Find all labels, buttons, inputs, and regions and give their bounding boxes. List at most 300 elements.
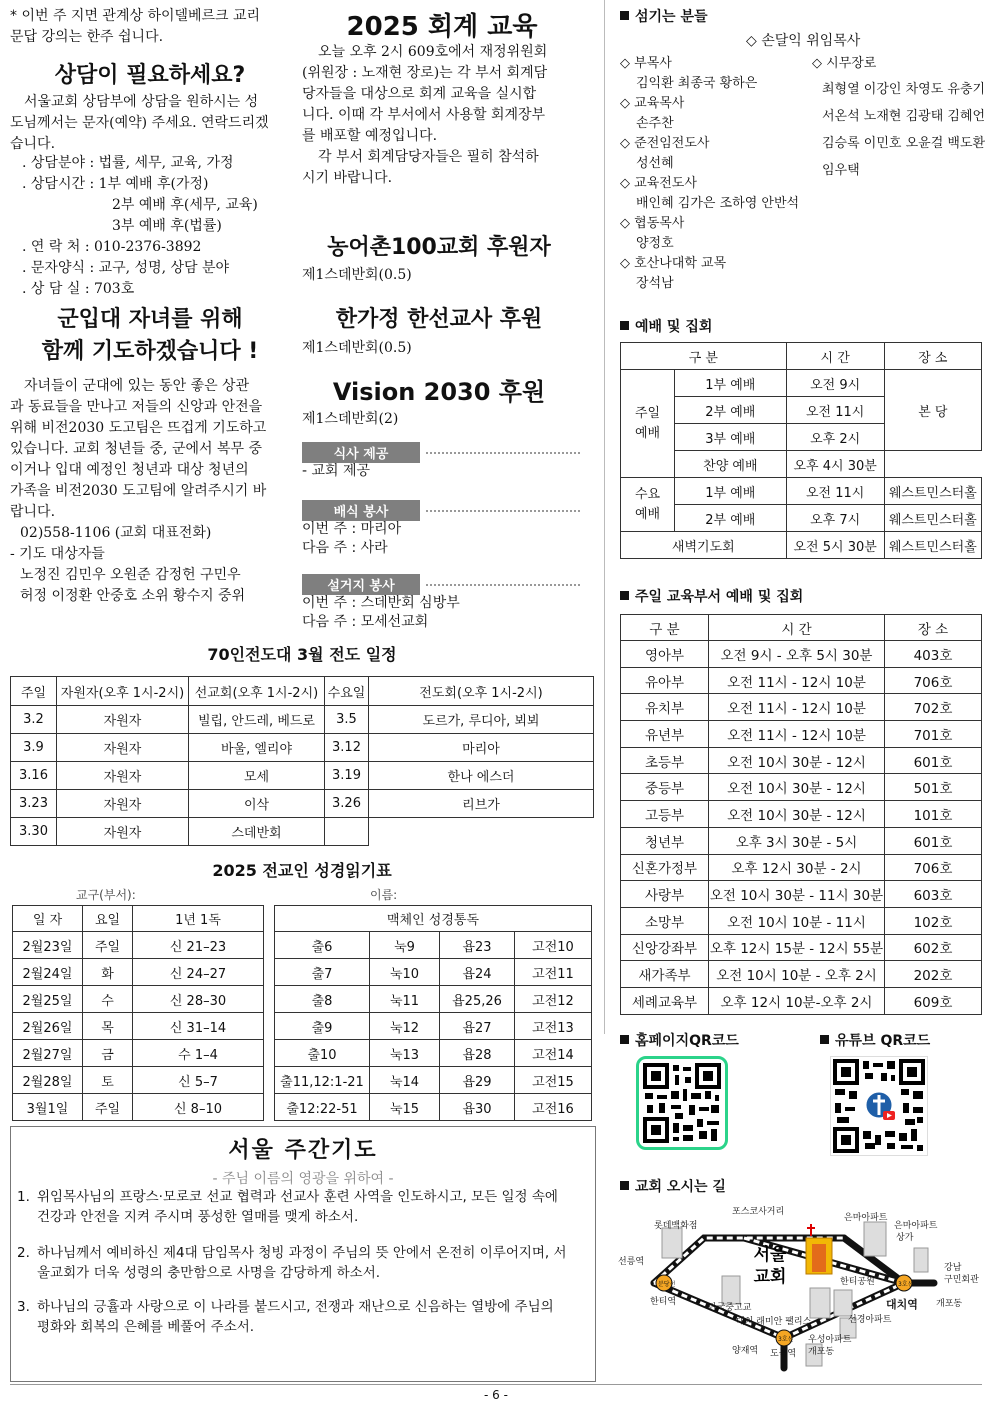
table-header: 구 분 <box>621 615 709 641</box>
table-cell: 유아부 <box>621 667 709 694</box>
page-number: - 6 - <box>484 1388 508 1402</box>
table-cell: 고전12 <box>515 986 592 1013</box>
table-cell: 오전 11시 - 12시 10분 <box>709 694 885 721</box>
table-cell: 고전14 <box>515 1040 592 1067</box>
table-header: 구 분 <box>621 343 787 370</box>
military-body-line: 과 동료들을 만나고 저들의 신앙과 안전을 <box>10 399 263 415</box>
prayer-line: 위임목사님의 프랑스·모로코 선교 협력과 선교사 훈련 사역을 인도하시고, 모든 일정 속에 <box>37 1189 558 1205</box>
table-cell: 오전 10시 30분 - 12시 <box>709 774 885 801</box>
dishes-box <box>302 574 580 632</box>
table-cell: 출12:22-51 <box>275 1094 370 1121</box>
table-cell: 주일 <box>83 932 133 959</box>
table-cell: 403호 <box>885 641 982 668</box>
label-line: 예배 <box>634 425 661 441</box>
table-cell: 오전 10시 10분 - 11시 <box>709 907 885 934</box>
table-row <box>13 959 264 986</box>
qr-code-icon <box>639 1059 725 1147</box>
counsel-intro-line: 습니다. <box>10 136 56 152</box>
education-title: 주일 교육부서 예배 및 집회 <box>635 589 804 605</box>
table-cell: 초등부 <box>621 747 709 774</box>
church-map[interactable] <box>614 1198 984 1388</box>
serving-box <box>302 500 580 558</box>
sunday-label <box>621 370 675 478</box>
table-cell: 신 5–7 <box>133 1067 264 1094</box>
table-cell: 출11,12:1-21 <box>275 1067 370 1094</box>
map-label: 개포동 <box>808 1347 835 1357</box>
table-cell: 오전 11시 - 12시 10분 <box>709 721 885 748</box>
counsel-intro <box>10 92 302 155</box>
staff-right <box>812 54 988 184</box>
accounting-line: 니다. 이때 각 부서에서 사용할 회계장부 <box>302 107 546 123</box>
table-row <box>621 721 982 748</box>
map-label: 우성아파트 <box>808 1335 852 1345</box>
table-row <box>621 774 982 801</box>
prayer-line: 하나님께서 예비하신 제4대 담임목사 청빙 과정이 주님의 뜻 안에서 온전히 이루어지며, 서 <box>37 1245 567 1261</box>
square-icon <box>620 1035 629 1044</box>
table-cell: 욥27 <box>440 1013 515 1040</box>
prayer-subtitle: - 주님 이름의 영광을 위하여 - <box>212 1171 394 1187</box>
footer-rule <box>10 1384 982 1385</box>
table-row <box>11 706 594 734</box>
table-cell: 유치부 <box>621 694 709 721</box>
square-icon <box>620 1181 629 1190</box>
label-line: 예배 <box>634 506 661 522</box>
counsel-phone: . 연 락 처 : 010-2376-3892 <box>22 239 202 255</box>
table-cell: 세례교육부 <box>621 987 709 1014</box>
table-row <box>13 1040 264 1067</box>
table-cell: 601호 <box>885 747 982 774</box>
table-row <box>621 532 982 559</box>
table-row <box>13 986 264 1013</box>
table-cell: 눅9 <box>370 932 440 959</box>
counsel-intro-line: 서울교회 상담부에 상담을 원하시는 성 <box>24 94 259 110</box>
table-cell: 눅14 <box>370 1067 440 1094</box>
military-title-line: 군입대 자녀를 위해 <box>57 307 243 332</box>
staff-role: ◇ 교육목사 <box>620 96 685 111</box>
worship-table <box>620 342 982 559</box>
table-cell: 욥24 <box>440 959 515 986</box>
wed-label <box>621 478 675 532</box>
counsel-room: . 상 담 실 : 703호 <box>22 281 135 297</box>
table-cell: 2월24일 <box>13 959 83 986</box>
meal-label: 식사 제공 <box>302 442 420 463</box>
table-row <box>621 370 982 397</box>
table-cell: 고전15 <box>515 1067 592 1094</box>
table-row <box>621 827 982 854</box>
table-cell: 자원자 <box>57 818 189 846</box>
prayer-num: 2. <box>17 1245 30 1261</box>
table-cell <box>369 818 594 846</box>
table-cell: 고등부 <box>621 801 709 828</box>
prayer-item <box>17 1243 591 1283</box>
staff-names: 양정호 <box>636 236 674 251</box>
map-label: 도곡역 <box>770 1349 797 1359</box>
accounting-line: (위원장 : 노재현 장로)는 각 부서 회계담 <box>302 65 548 81</box>
map-label: 대치역 <box>886 1298 918 1311</box>
accounting-line: 당자들을 대상으로 회계 교육을 실시합 <box>302 86 537 102</box>
staff-names: 서온석 노재현 김광태 김혜언 <box>822 109 986 124</box>
staff-names: 김승록 이민호 오윤걸 백도환 <box>822 136 986 151</box>
prayer-line: 울교회가 더욱 성령의 충만함으로 사명을 감당하게 하소서. <box>37 1265 381 1281</box>
worship-heading <box>620 316 712 336</box>
table-cell: 3.12 <box>325 734 369 762</box>
table-row <box>275 986 592 1013</box>
table-cell: 출6 <box>275 932 370 959</box>
table-cell: 701호 <box>885 721 982 748</box>
table-cell: 102호 <box>885 907 982 934</box>
table-cell: 웨스트민스터홀 <box>884 505 981 532</box>
military-phone: 02)558-1106 (교회 대표전화) <box>20 525 212 541</box>
table-cell: 새가족부 <box>621 961 709 988</box>
qr-code-icon <box>831 1057 927 1155</box>
table-cell: 오후 12시 15분 - 12시 55분 <box>709 934 885 961</box>
table-cell: 오후 2시 <box>786 424 884 451</box>
military-body-line: 가족을 비전2030 도고팀에 알려주시기 바 <box>10 483 267 499</box>
table-cell: 수 1–4 <box>133 1040 264 1067</box>
table-header: 일 자 <box>13 906 83 932</box>
notice-top <box>10 6 300 48</box>
military-body-line: 이거나 입대 예정인 청년과 대상 청년의 <box>10 462 249 478</box>
table-cell: 욥29 <box>440 1067 515 1094</box>
map-label: 선경아파트 <box>848 1315 892 1325</box>
table-cell: 602호 <box>885 934 982 961</box>
prayer-line: 건강과 안전을 지켜 주시며 풍성한 열매를 맺게 하소서. <box>37 1209 359 1225</box>
map-label: 포스코사거리 <box>732 1207 785 1217</box>
table-header: 시 간 <box>786 343 884 370</box>
building <box>662 1228 682 1258</box>
map-label: 대치 래미안 팰리스 <box>736 1317 812 1327</box>
table-cell: 신 8–10 <box>133 1094 264 1121</box>
counsel-title: 상담이 필요하세요? <box>54 63 246 88</box>
map-label: 구민회관 <box>944 1275 979 1285</box>
map-label: 한티역 <box>650 1297 677 1307</box>
youtube-qr-code[interactable] <box>830 1056 928 1156</box>
table-cell: 리브가 <box>369 790 594 818</box>
table-header-row <box>621 343 982 370</box>
military-title-line: 함께 기도하겠습니다 ! <box>41 339 259 364</box>
table-cell: 눅10 <box>370 959 440 986</box>
table-row <box>13 1067 264 1094</box>
staff-names: 김익환 최종국 황하은 <box>636 76 758 91</box>
prayer-box <box>10 1126 596 1382</box>
column-divider <box>604 0 605 1034</box>
home-qr-title: 홈페이지QR코드 <box>635 1033 739 1049</box>
evangel-table <box>10 676 594 846</box>
military-names: 노정진 김민우 오원준 감정헌 구민우 <box>20 567 241 583</box>
senior-pastor: ◇ 손달익 위임목사 <box>746 33 861 49</box>
military-body <box>10 376 302 607</box>
youtube-qr-title: 유튜브 QR코드 <box>835 1033 931 1049</box>
counsel-field: . 상담시간 : 1부 예배 후(가정) <box>22 176 209 192</box>
table-cell: 새벽기도회 <box>621 532 787 559</box>
supporter-detail: 제1스데반회(0.5) <box>302 267 412 283</box>
table-cell: 706호 <box>885 667 982 694</box>
table-cell: 오전 10시 30분 - 12시 <box>709 747 885 774</box>
table-cell: 3.30 <box>11 818 57 846</box>
empty-cell <box>884 451 981 478</box>
military-body-line: 있습니다. 교회 청년들 중, 군에서 복무 중 <box>10 441 262 457</box>
table-row <box>275 1094 592 1121</box>
map-label: 단국중고교 <box>708 1303 752 1313</box>
accounting-line: 오늘 오후 2시 609호에서 재정위원회 <box>318 44 548 60</box>
table-cell: 오전 9시 - 오후 5시 30분 <box>709 641 885 668</box>
table-cell: 3.26 <box>325 790 369 818</box>
divider <box>426 510 580 512</box>
table-header-row <box>13 906 264 932</box>
table-cell: 오전 10시 30분 - 11시 30분 <box>709 881 885 908</box>
map-label: 강남 <box>944 1263 962 1273</box>
notice-line: 문답 강의는 한주 쉽니다. <box>10 29 164 45</box>
table-cell <box>325 818 369 846</box>
table-cell: 고전10 <box>515 932 592 959</box>
staff-names: 손주찬 <box>636 116 674 131</box>
prayer-title: 서울 주간기도 <box>228 1138 378 1163</box>
table-row <box>11 762 594 790</box>
education-heading <box>620 586 803 606</box>
table-cell: 모세 <box>189 762 325 790</box>
map-label: 분당선 <box>658 1281 676 1288</box>
accounting-title: 2025 회계 교육 <box>346 12 538 42</box>
table-cell: 오전 10시 10분 - 오후 2시 <box>709 961 885 988</box>
table-cell: 신 21–23 <box>133 932 264 959</box>
table-cell: 1부 예배 <box>675 370 787 397</box>
table-cell: 욥23 <box>440 932 515 959</box>
map-title: 교회 오시는 길 <box>635 1179 726 1195</box>
table-row <box>621 987 982 1014</box>
table-cell: 목 <box>83 1013 133 1040</box>
prayer-item <box>17 1297 591 1337</box>
table-cell: 3.2 <box>11 706 57 734</box>
counsel-field: . 문자양식 : 교구, 성명, 상담 분야 <box>22 260 230 276</box>
divider <box>426 452 580 454</box>
table-row <box>621 505 982 532</box>
table-cell: 소망부 <box>621 907 709 934</box>
table-cell: 오후 3시 30분 - 5시 <box>709 827 885 854</box>
church-name: 교회 <box>753 1267 787 1287</box>
education-table <box>620 614 982 1015</box>
table-cell: 웨스트민스터홀 <box>884 478 981 505</box>
table-cell: 3월1일 <box>13 1094 83 1121</box>
prayer-line: 하나님의 긍휼과 사랑으로 이 나라를 붙드시고, 전쟁과 재난으로 신음하는 열방에 주님의 <box>37 1299 554 1315</box>
staff-role: ◇ 교육전도사 <box>620 176 697 191</box>
map-label: 은마아파트 <box>894 1221 938 1231</box>
accounting-line: 각 부서 회계담당자들은 필히 참석하 <box>318 149 539 165</box>
map-label: 한티공원 <box>840 1277 875 1287</box>
accounting-line: 를 배포할 예정입니다. <box>302 128 438 144</box>
table-header: 장 소 <box>885 615 982 641</box>
table-row <box>621 961 982 988</box>
building <box>914 1248 928 1272</box>
church-building-icon <box>812 1244 826 1272</box>
table-cell: 오후 12시 10분-오후 2시 <box>709 987 885 1014</box>
table-cell: 도르가, 루디아, 뵈뵈 <box>369 706 594 734</box>
map-label: 양재역 <box>732 1346 759 1356</box>
cross-icon <box>807 1224 815 1236</box>
table-cell: 눅12 <box>370 1013 440 1040</box>
table-cell: 영아부 <box>621 641 709 668</box>
table-header-row <box>275 906 592 932</box>
table-cell: 출8 <box>275 986 370 1013</box>
table-cell: 바울, 엘리야 <box>189 734 325 762</box>
table-cell: 눅15 <box>370 1094 440 1121</box>
table-cell: 신 31–14 <box>133 1013 264 1040</box>
table-cell: 고전13 <box>515 1013 592 1040</box>
table-header: 1년 1독 <box>133 906 264 932</box>
table-row <box>13 1094 264 1121</box>
table-cell: 고전11 <box>515 959 592 986</box>
table-cell: 스데반회 <box>189 818 325 846</box>
building <box>810 1288 830 1318</box>
prayer-line: 평화와 회복의 은혜를 베풀어 주소서. <box>37 1319 255 1335</box>
table-cell: 중등부 <box>621 774 709 801</box>
table-cell: 오전 9시 <box>786 370 884 397</box>
table-cell: 3.16 <box>11 762 57 790</box>
table-cell: 101호 <box>885 801 982 828</box>
table-header: 전도회(오후 1시-2시) <box>369 677 594 706</box>
table-row <box>11 734 594 762</box>
table-cell: 욥25,26 <box>440 986 515 1013</box>
supporter-title: 농어촌100교회 후원자 <box>327 235 551 260</box>
table-cell: 2부 예배 <box>675 505 787 532</box>
prayer-num: 1. <box>17 1189 30 1205</box>
map-label: 3호선 <box>898 1281 914 1288</box>
map-label: 은마아파트 <box>844 1213 888 1223</box>
bible-table-left <box>12 905 264 1121</box>
table-row <box>275 932 592 959</box>
counsel-field: 3부 예배 후(법률) <box>112 218 222 234</box>
staff-names: 장석남 <box>636 276 674 291</box>
table-row <box>621 694 982 721</box>
table-row <box>275 1040 592 1067</box>
table-cell: 603호 <box>885 881 982 908</box>
table-cell: 빌립, 안드레, 베드로 <box>189 706 325 734</box>
table-cell: 3.5 <box>325 706 369 734</box>
table-row <box>11 790 594 818</box>
military-target-label: - 기도 대상자들 <box>10 546 105 562</box>
table-row <box>621 478 982 505</box>
supporter-title: Vision 2030 후원 <box>332 378 546 406</box>
table-row <box>275 1013 592 1040</box>
table-row <box>275 959 592 986</box>
staff-role: ◇ 호산나대학 교목 <box>620 256 727 271</box>
table-cell: 사랑부 <box>621 881 709 908</box>
table-cell: 신혼가정부 <box>621 854 709 881</box>
table-row <box>621 801 982 828</box>
divider <box>426 584 580 586</box>
home-qr-code[interactable] <box>636 1056 728 1150</box>
map-label: 상가 <box>896 1233 914 1243</box>
table-cell: 수 <box>83 986 133 1013</box>
table-cell: 욥28 <box>440 1040 515 1067</box>
staff-names: 최형열 이강인 차영도 유충기 <box>822 82 986 97</box>
dishes-text: 다음 주 : 모세선교회 <box>302 614 429 630</box>
prayer-item <box>17 1187 591 1227</box>
table-cell: 청년부 <box>621 827 709 854</box>
table-cell: 2부 예배 <box>675 397 787 424</box>
supporter-detail: 제1스데반회(0.5) <box>302 340 412 356</box>
supporter-title: 한가정 한선교사 후원 <box>335 307 543 332</box>
table-cell: 3부 예배 <box>675 424 787 451</box>
table-cell: 오후 4시 30분 <box>786 451 884 478</box>
table-cell: 2월25일 <box>13 986 83 1013</box>
table-cell: 유년부 <box>621 721 709 748</box>
table-cell: 출7 <box>275 959 370 986</box>
staff-names: 성선혜 <box>636 156 674 171</box>
supporter-detail: 제1스데반회(2) <box>302 411 399 427</box>
building <box>864 1222 886 1256</box>
label-line: 주일 <box>634 405 661 421</box>
table-header: 선교회(오후 1시-2시) <box>189 677 325 706</box>
table-header: 시 간 <box>709 615 885 641</box>
staff-role: ◇ 협동목사 <box>620 216 685 231</box>
church-name: 서울 <box>753 1245 787 1265</box>
table-row <box>621 641 982 668</box>
table-cell: 오후 7시 <box>786 505 884 532</box>
table-cell: 자원자 <box>57 790 189 818</box>
bible-title: 2025 전교인 성경읽기표 <box>212 861 392 880</box>
table-cell: 고전16 <box>515 1094 592 1121</box>
staff-role: ◇ 준전임전도사 <box>620 136 710 151</box>
map-svg <box>614 1198 984 1388</box>
counsel-field: 2부 예배 후(세무, 교육) <box>112 197 258 213</box>
military-body-line: 자녀들이 군대에 있는 동안 좋은 상관 <box>24 378 250 394</box>
military-names: 허정 이정환 안중호 소위 황수지 중위 <box>20 588 246 604</box>
table-row <box>621 934 982 961</box>
table-cell: 오전 11시 - 12시 10분 <box>709 667 885 694</box>
table-cell: 601호 <box>885 827 982 854</box>
military-body-line: 랍니다. <box>10 504 56 520</box>
table-cell: 신앙강좌부 <box>621 934 709 961</box>
table-cell: 본 당 <box>884 370 981 451</box>
table-cell: 2월27일 <box>13 1040 83 1067</box>
table-cell: 오후 12시 30분 - 2시 <box>709 854 885 881</box>
table-cell: 출9 <box>275 1013 370 1040</box>
table-cell: 오전 5시 30분 <box>786 532 884 559</box>
table-cell: 3.9 <box>11 734 57 762</box>
table-row <box>11 818 594 846</box>
table-cell: 신 28–30 <box>133 986 264 1013</box>
notice-line: * 이번 주 지면 관계상 하이델베르크 교리 <box>10 8 261 24</box>
staff-title: 섬기는 분들 <box>635 9 708 25</box>
table-row <box>621 667 982 694</box>
staff-heading <box>620 6 708 26</box>
district-label: 교구(부서): <box>76 888 136 902</box>
name-label: 이름: <box>370 888 398 902</box>
square-icon <box>620 321 629 330</box>
table-cell: 토 <box>83 1067 133 1094</box>
table-cell: 자원자 <box>57 706 189 734</box>
meal-box <box>302 442 580 481</box>
square-icon <box>820 1035 829 1044</box>
square-icon <box>620 11 629 20</box>
military-body-line: 위해 비전2030 도고팀은 뜨겁게 기도하고 <box>10 420 267 436</box>
table-row <box>621 451 982 478</box>
table-cell: 한나 에스더 <box>369 762 594 790</box>
meal-text: - 교회 제공 <box>302 463 371 479</box>
counsel-field: . 상담분야 : 법률, 세무, 교육, 가정 <box>22 155 234 171</box>
worship-title: 예배 및 집회 <box>635 319 713 335</box>
table-cell: 1부 예배 <box>675 478 787 505</box>
table-row <box>621 747 982 774</box>
map-label: 선릉역 <box>618 1257 645 1267</box>
table-row <box>621 881 982 908</box>
table-cell: 3.23 <box>11 790 57 818</box>
table-cell: 욥30 <box>440 1094 515 1121</box>
table-cell: 자원자 <box>57 762 189 790</box>
table-cell: 2월26일 <box>13 1013 83 1040</box>
table-cell: 눅13 <box>370 1040 440 1067</box>
table-cell: 3.19 <box>325 762 369 790</box>
